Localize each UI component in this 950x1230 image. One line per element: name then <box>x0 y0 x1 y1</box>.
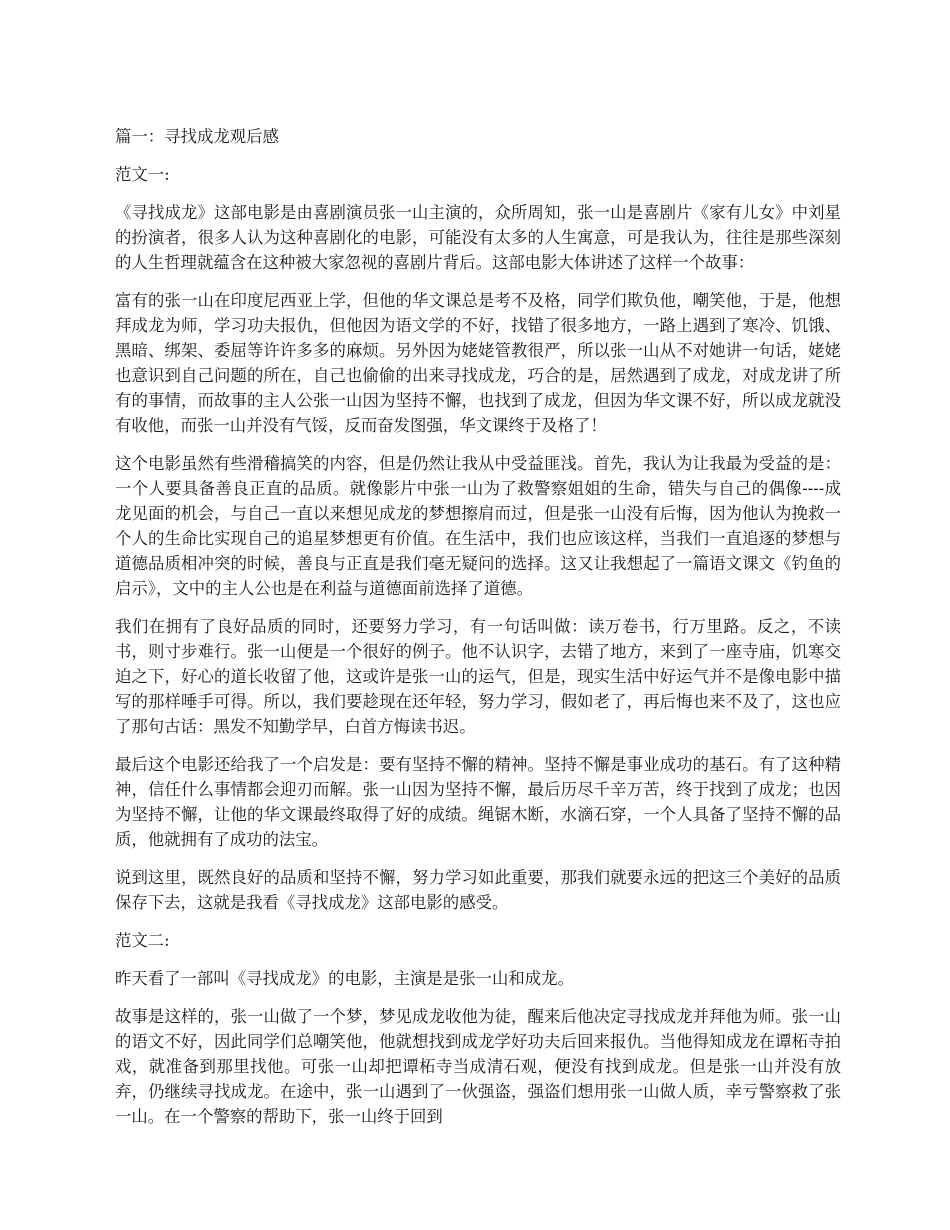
paragraph: 说到这里，既然良好的品质和坚持不懈，努力学习如此重要，那我们就要永远的把这三个美好的品质保存下去，这就是我看《寻找成龙》这部电影的感受。 <box>115 868 841 912</box>
paragraph: 这个电影虽然有些滑稽搞笑的内容，但是仍然让我从中受益匪浅。首先，我认为让我最为受益的是：一个人要具备善良正直的品质。就像影片中张一山为了救警察姐姐的生命，错失与自己的偶像----成龙见面的机会，与自己一直以来想见成龙的梦想擦肩而过，但是张一山没有后悔，因为他认为挽救一个人的生命比实现自己的追星梦想更有价值。在生活中，我们也应该这样，当我们一直追逐的梦想与道德品质相冲突的时候，善良与正直是我们毫无疑问的选择。这又让我想起了一篇语文课文《钓鱼的启示》，文中的主人公也是在利益与道德面前选择了道德。 <box>115 454 841 598</box>
document-title: 篇一：寻找成龙观后感 <box>115 127 279 146</box>
paragraph: 昨天看了一部叫《寻找成龙》的电影，主演是是张一山和成龙。 <box>115 969 574 988</box>
paragraph: 富有的张一山在印度尼西亚上学，但他的华文课总是考不及格，同学们欺负他，嘲笑他，于是，他想拜成龙为师，学习功夫报仇，但他因为语文学的不好，找错了很多地方，一路上遇到了寒冷、饥饿、黑暗、绑架、委屈等许许多多的麻烦。另外因为姥姥管教很严，所以张一山从不对她讲一句话，姥姥也意识到自己问题的所在，自己也偷偷的出来寻找成龙，巧合的是，居然遇到了成龙，对成龙讲了所有的事情，而故事的主人公张一山因为坚持不懈，也找到了成龙，但因为华文课不好，所以成龙就没有收他，而张一山并没有气馁，反而奋发图强，华文课终于及格了！ <box>115 291 841 435</box>
paragraph: 最后这个电影还给我了一个启发是：要有坚持不懈的精神。坚持不懈是事业成功的基石。有了这种精神，信任什么事情都会迎刃而解。张一山因为坚持不懈，最后历尽千辛万苦，终于找到了成龙；也因为坚持不懈，让他的华文课最终取得了好的成绩。绳锯木断，水滴石穿，一个人具备了坚持不懈的品质，他就拥有了成功的法宝。 <box>115 755 841 849</box>
sample-two-label: 范文二: <box>115 931 170 950</box>
sample-one-label: 范文一: <box>115 165 170 184</box>
paragraph: 《寻找成龙》这部电影是由喜剧演员张一山主演的，众所周知，张一山是喜剧片《家有儿女》中刘星的扮演者，很多人认为这种喜剧化的电影，可能没有太多的人生寓意，可是我认为，往往是那些深刻的人生哲理就蕴含在这种被大家忽视的喜剧片背后。这部电影大体讲述了这样一个故事： <box>115 203 841 272</box>
paragraph: 我们在拥有了良好品质的同时，还要努力学习，有一句话叫做：读万卷书，行万里路。反之，不读书，则寸步难行。张一山便是一个很好的例子。他不认识字，去错了地方，来到了一座寺庙，饥寒交迫之下，好心的道长收留了他，这或许是张一山的运气，但是，现实生活中好运气并不是像电影中描写的那样唾手可得。所以，我们要趁现在还年轻，努力学习，假如老了，再后悔也来不及了，这也应了那句古话：黑发不知勤学早，白首方悔读书迟。 <box>115 617 841 736</box>
paragraph: 故事是这样的，张一山做了一个梦，梦见成龙收他为徒，醒来后他决定寻找成龙并拜他为师。张一山的语文不好，因此同学们总嘲笑他，他就想找到成龙学好功夫后回来报仇。当他得知成龙在谭柘寺拍戏，就准备到那里找他。可张一山却把谭柘寺当成清石观，便没有找到成龙。但是张一山并没有放弃，仍继续寻找成龙。在途中，张一山遇到了一伙强盗，强盗们想用张一山做人质，幸亏警察救了张一山。在一个警察的帮助下，张一山终于回到 <box>115 1007 841 1126</box>
document-body <box>115 124 841 1142</box>
